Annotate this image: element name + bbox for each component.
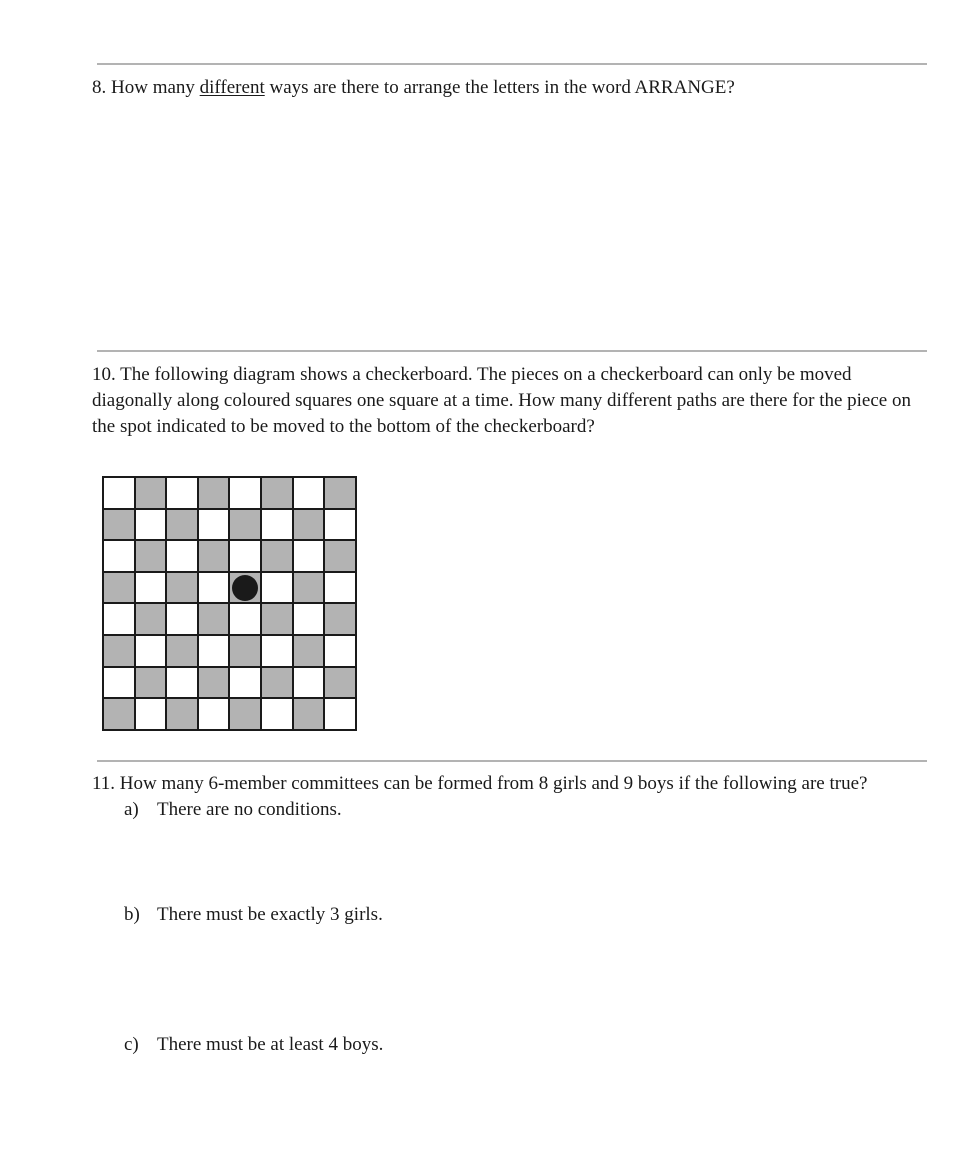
- board-square-dark: [198, 540, 230, 572]
- question-8-underlined-word: different: [199, 77, 265, 98]
- board-square-light: [103, 603, 135, 635]
- question-11-part-b: [124, 902, 383, 928]
- part-letter: b): [124, 904, 140, 925]
- board-square-dark: [261, 477, 293, 509]
- board-square-light: [324, 698, 356, 730]
- board-square-dark: [293, 572, 325, 604]
- board-square-light: [135, 572, 167, 604]
- board-square-light: [229, 603, 261, 635]
- checker-piece: [232, 575, 258, 601]
- board-square-dark: [103, 572, 135, 604]
- board-square-light: [324, 509, 356, 541]
- board-square-light: [135, 509, 167, 541]
- board-square-dark: [293, 509, 325, 541]
- board-square-dark: [324, 540, 356, 572]
- board-square-dark: [229, 698, 261, 730]
- board-square-dark: [166, 509, 198, 541]
- board-square-light: [293, 540, 325, 572]
- board-square-light: [166, 667, 198, 699]
- divider-middle: [97, 350, 927, 352]
- board-square-light: [135, 635, 167, 667]
- question-10: [92, 362, 927, 440]
- board-square-light: [293, 477, 325, 509]
- board-square-light: [166, 603, 198, 635]
- question-11-part-c: [124, 1032, 383, 1058]
- board-square-light: [198, 572, 230, 604]
- board-square-dark: [324, 477, 356, 509]
- divider-lower: [97, 760, 927, 762]
- board-square-dark: [293, 698, 325, 730]
- board-square-light: [229, 477, 261, 509]
- board-square-dark: [198, 477, 230, 509]
- board-square-light: [166, 540, 198, 572]
- board-square-light: [198, 698, 230, 730]
- question-10-text: 10. The following diagram shows a checkerboard. The pieces on a checkerboard can only be moved diagonally along coloured squares one square at a time. How many different paths are there for the piece on the spot indicated to be moved to the bottom of the checkerboard?: [92, 364, 911, 437]
- board-square-light: [261, 698, 293, 730]
- part-letter: a): [124, 799, 139, 820]
- board-square-dark: [135, 667, 167, 699]
- board-square-dark: [261, 540, 293, 572]
- part-text: There are no conditions.: [157, 799, 342, 820]
- board-square-dark: [166, 698, 198, 730]
- board-square-dark: [261, 603, 293, 635]
- part-letter: c): [124, 1034, 139, 1055]
- board-square-dark: [198, 667, 230, 699]
- board-square-dark: [135, 603, 167, 635]
- board-square-light: [135, 698, 167, 730]
- board-square-dark: [135, 477, 167, 509]
- board-square-light: [293, 667, 325, 699]
- divider-top: [97, 63, 927, 65]
- question-11-part-a: [124, 797, 342, 823]
- board-square-dark: [324, 667, 356, 699]
- board-square-light: [198, 635, 230, 667]
- board-square-light: [324, 572, 356, 604]
- question-11: [92, 771, 927, 797]
- board-square-dark: [103, 509, 135, 541]
- board-square-dark: [103, 635, 135, 667]
- board-square-dark: [229, 635, 261, 667]
- board-square-dark: [293, 635, 325, 667]
- board-square-light: [103, 540, 135, 572]
- part-text: There must be at least 4 boys.: [157, 1034, 384, 1055]
- board-square-light: [261, 635, 293, 667]
- part-text: There must be exactly 3 girls.: [157, 904, 383, 925]
- board-square-dark: [166, 572, 198, 604]
- board-square-dark: [229, 572, 261, 604]
- board-square-light: [229, 540, 261, 572]
- board-square-dark: [198, 603, 230, 635]
- board-square-dark: [166, 635, 198, 667]
- question-8-suffix: ways are there to arrange the letters in the word ARRANGE?: [264, 77, 735, 98]
- question-8-prefix: 8. How many: [92, 77, 200, 98]
- board-square-light: [103, 667, 135, 699]
- question-8-text: [92, 75, 927, 101]
- board-square-light: [198, 509, 230, 541]
- board-square-light: [229, 667, 261, 699]
- board-square-dark: [324, 603, 356, 635]
- board-square-dark: [261, 667, 293, 699]
- board-square-light: [324, 635, 356, 667]
- question-11-stem: 11. How many 6-member committees can be formed from 8 girls and 9 boys if the following are true?: [92, 773, 868, 794]
- board-square-light: [293, 603, 325, 635]
- checkerboard: [102, 476, 357, 731]
- board-square-dark: [135, 540, 167, 572]
- board-square-light: [166, 477, 198, 509]
- board-square-light: [261, 572, 293, 604]
- board-square-dark: [229, 509, 261, 541]
- board-square-dark: [103, 698, 135, 730]
- question-8: [92, 75, 927, 101]
- board-square-light: [103, 477, 135, 509]
- board-square-light: [261, 509, 293, 541]
